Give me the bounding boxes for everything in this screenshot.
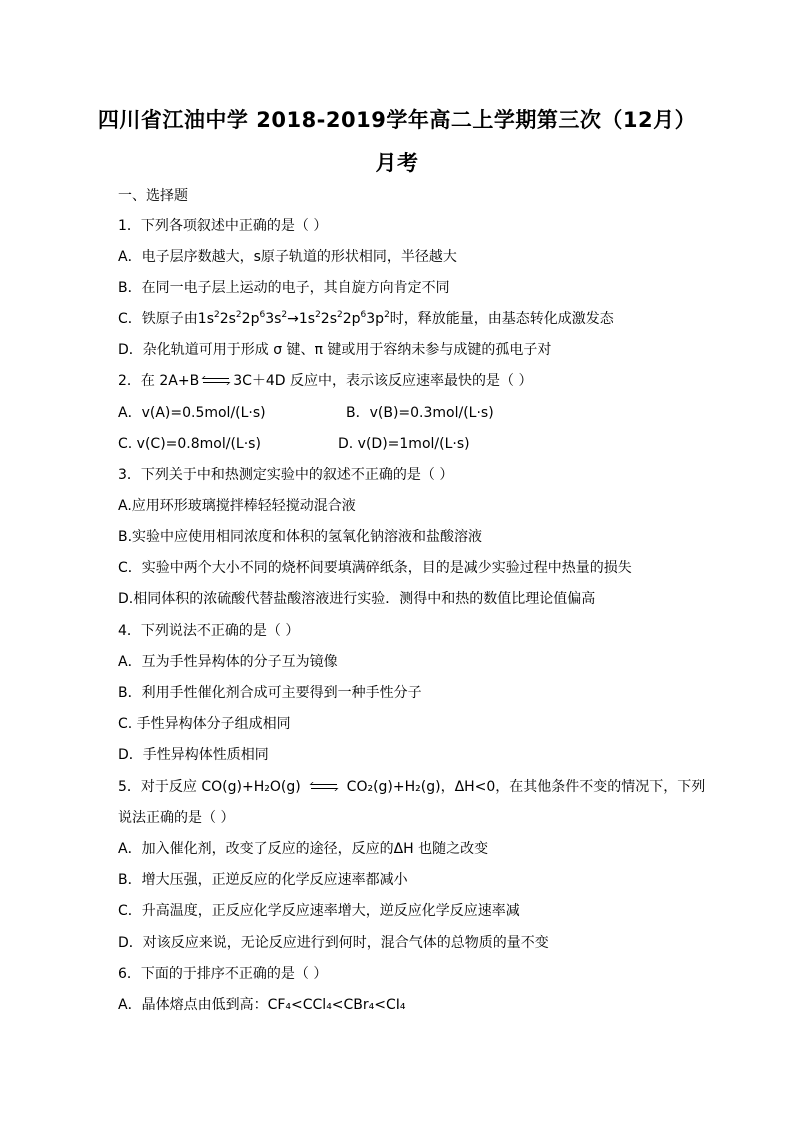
q2-option-a: A．v(A)=0.5mol/(L·s) <box>118 405 266 421</box>
q2-stem <box>118 372 532 390</box>
q3-option-b: B.实验中应使用相同浓度和体积的氢氧化钠溶液和盐酸溶液 <box>118 529 483 545</box>
q1-option-b: B．在同一电子层上运动的电子，其自旋方向肯定不同 <box>118 280 450 296</box>
q5-option-c: C．升高温度，正反应化学反应速率增大，逆反应化学反应速率减 <box>118 903 520 919</box>
q5-option-a: A．加入催化剂，改变了反应的途径，反应的ΔH 也随之改变 <box>118 841 489 857</box>
q5-option-d: D．对该反应来说，无论反应进行到何时，混合气体的总物质的量不变 <box>118 935 549 951</box>
exam-title-cont: 月考 <box>375 151 419 175</box>
q2-option-b: B．v(B)=0.3mol/(L·s) <box>346 405 494 421</box>
q4-option-a: A．互为手性异构体的分子互为镜像 <box>118 654 338 670</box>
electron-config-formula: $1s^22s^22p^63s^2\to 1s^22s^22p^63p^2$ <box>197 310 390 327</box>
q4-option-c: C. 手性异构体分子组成相同 <box>118 716 291 732</box>
q1-option-c <box>118 310 614 328</box>
q2-option-d: D. v(D)=1mol/(L·s) <box>338 436 470 452</box>
q1-option-c-suffix: 时，释放能量，由基态转化成激发态 <box>389 311 614 327</box>
equilibrium-arrow-icon <box>311 782 337 792</box>
q2-stem-suffix: 3C＋4D 反应中，表示该反应速率最快的是（ ） <box>233 373 533 389</box>
q1-option-a: A．电子层序数越大，s原子轨道的形状相同，半径越大 <box>118 249 457 265</box>
q3-option-d: D.相同体积的浓硫酸代替盐酸溶液进行实验．测得中和热的数值比理论值偏高 <box>118 591 596 607</box>
q3-option-a: A.应用环形玻璃搅拌棒轻轻搅动混合液 <box>118 498 356 514</box>
section-heading: 一、选择题 <box>118 188 188 204</box>
q6-option-a: A．晶体熔点由低到高：CF₄<CCl₄<CBr₄<CI₄ <box>118 997 406 1013</box>
q1-option-d: D．杂化轨道可用于形成 σ 键、π 键或用于容纳未参与成键的孤电子对 <box>118 342 552 358</box>
q6-stem: 6．下面的于排序不正确的是（ ） <box>118 966 328 982</box>
q1-option-c-prefix: C．铁原子由 <box>118 311 198 327</box>
q5-stem-cont: 说法正确的是（ ） <box>118 810 235 826</box>
q2-option-c: C. v(C)=0.8mol/(L·s) <box>118 436 261 452</box>
q5-stem-prefix: 5．对于反应 CO(g)+H₂O(g) <box>118 779 301 795</box>
q3-stem: 3．下列关于中和热测定实验中的叙述不正确的是（ ） <box>118 467 454 483</box>
q4-option-b: B．利用手性催化剂合成可主要得到一种手性分子 <box>118 685 422 701</box>
q5-option-b: B．增大压强，正逆反应的化学反应速率都减小 <box>118 872 408 888</box>
equilibrium-arrow-icon <box>203 376 229 386</box>
q5-stem <box>118 778 705 796</box>
q5-stem-suffix: CO₂(g)+H₂(g)，ΔH<0，在其他条件不变的情况下，下列 <box>346 779 706 795</box>
q3-option-c: C．实验中两个大小不同的烧杯间要填满碎纸条，目的是减少实验过程中热量的损失 <box>118 560 632 576</box>
q2-stem-prefix: 2．在 2A+B <box>118 373 200 389</box>
q4-stem: 4．下列说法不正确的是（ ） <box>118 623 300 639</box>
q4-option-d: D．手性异构体性质相同 <box>118 747 269 763</box>
exam-title: 四川省江油中学 2018-2019学年高二上学期第三次（12月） <box>97 108 697 132</box>
q1-stem: 1．下列各项叙述中正确的是（ ） <box>118 218 328 234</box>
